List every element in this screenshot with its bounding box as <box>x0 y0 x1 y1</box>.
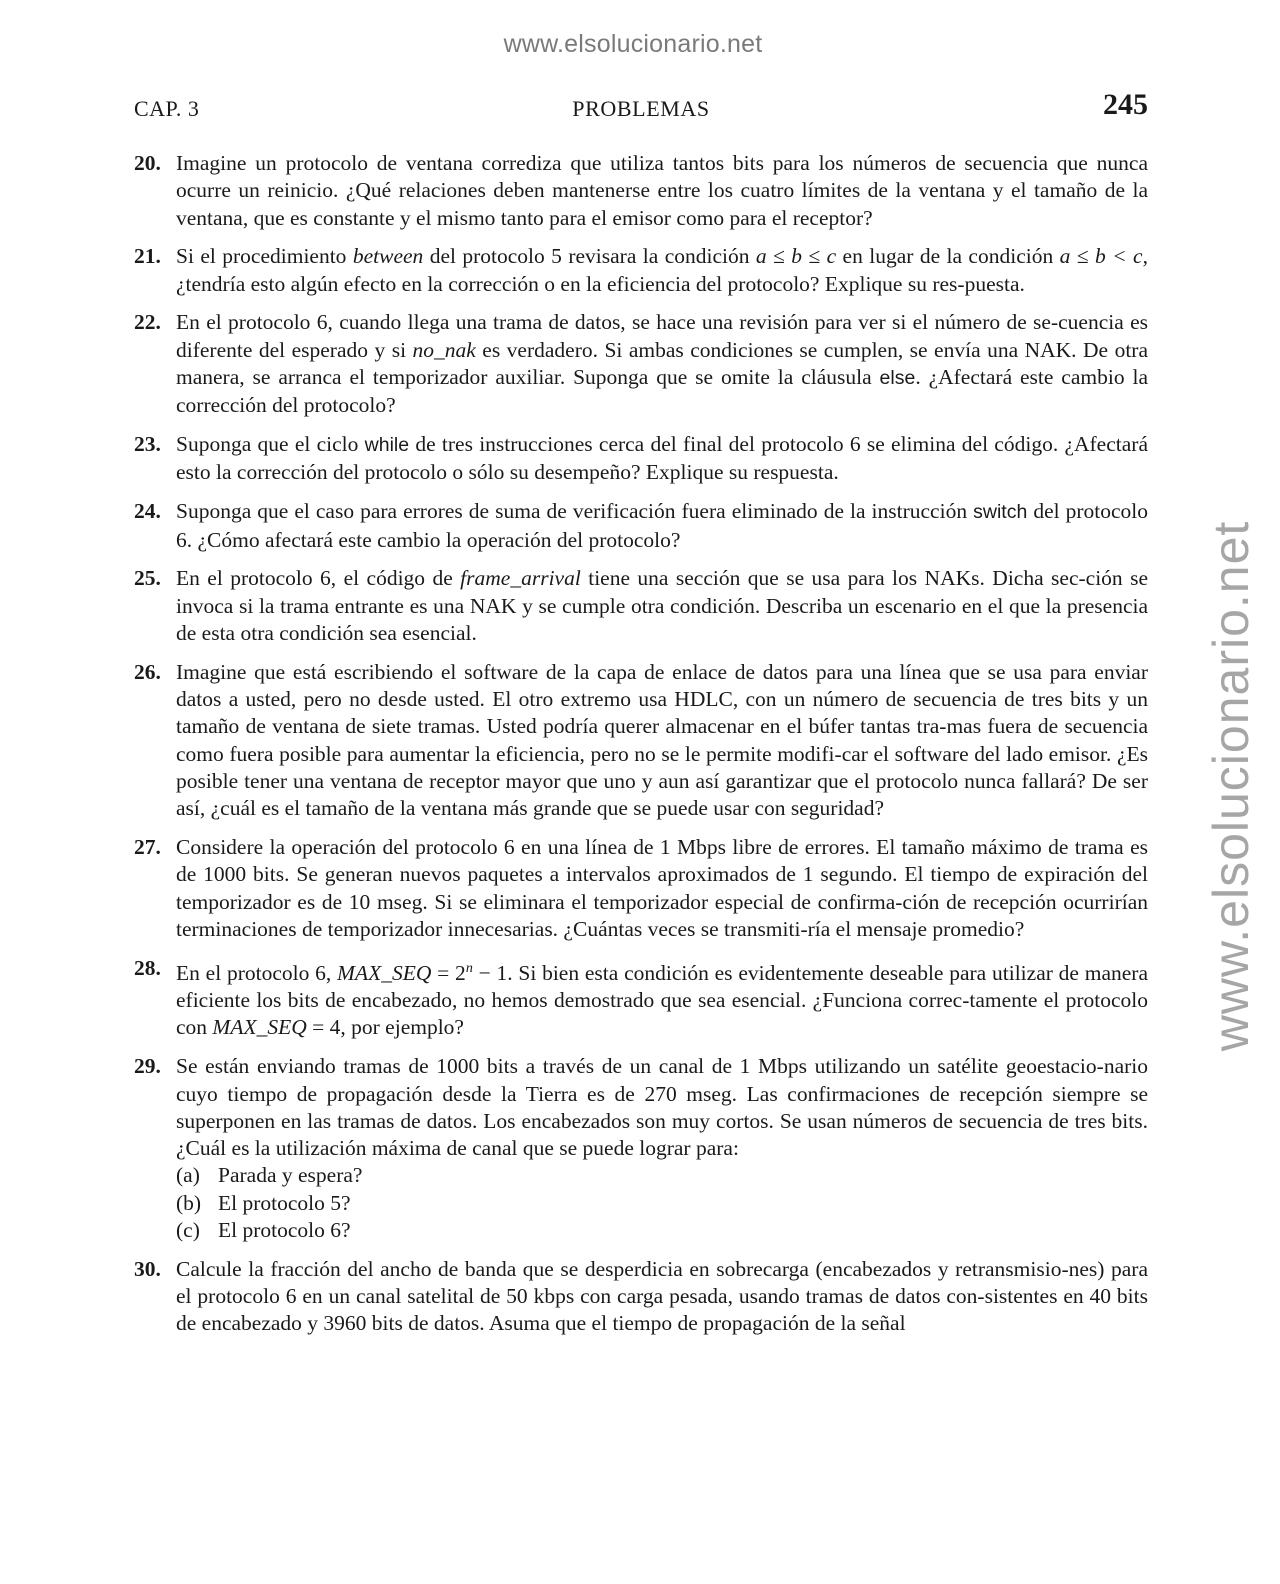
problem-number: 30. <box>134 1256 161 1281</box>
watermark-side: www.elsolucionario.net <box>1203 520 1259 1052</box>
problem-text <box>176 309 1148 419</box>
problem-text-segment: Suponga que el caso para errores de suma de verificación fuera eliminado de la instrucción <box>176 499 974 524</box>
problem-item <box>134 309 1148 419</box>
problem-text <box>176 243 1148 298</box>
problem-text-segment: del protocolo 5 revisara la condición <box>423 244 756 269</box>
page-number: 245 <box>1103 88 1148 121</box>
problem-text-segment: n <box>465 960 473 976</box>
problem-number: 26. <box>134 659 161 684</box>
problem-text-segment: Considere la operación del protocolo 6 en una línea de 1 Mbps libre de errores. El tamaño máximo de trama es de 1000 bits. Se generan nuevos paquetes a intervalos aproximados de 1 segundo. El tiempo de expiración del temporizador es de 10 mseg. Si se eliminara el temporizador especial de confirma-ción de recepción ocurrirían terminaciones de temporizador innecesarias. ¿Cuántas veces se transmiti-ría el mensaje promedio? <box>176 835 1148 941</box>
running-head <box>134 88 1148 124</box>
problem-text-segment: no_nak <box>412 337 476 362</box>
problem-item <box>134 498 1148 554</box>
problem-item <box>134 243 1148 298</box>
subitem <box>176 1162 1148 1189</box>
section-title: PROBLEMAS <box>572 96 710 121</box>
problem-text-segment: switch <box>973 501 1028 524</box>
problem-text-segment: − 1. Si bien esta condición es evidentemente deseable para utilizar de manera eficiente los bits de encabezado, no hemos demostrado que sea esencial. ¿Funciona correc-tamente el protocolo con <box>176 960 1148 1040</box>
subitem-label: (a) <box>176 1163 200 1188</box>
problem-list <box>134 150 1148 1349</box>
problem-text-segment: En el protocolo 6, cuando llega una trama de datos, se hace una revisión para ver si el número de se-cuencia es diferente del esperado y si <box>176 310 1148 362</box>
problem-text-segment: = 2 <box>431 960 466 985</box>
problem-text-segment: else <box>879 367 916 390</box>
subitem-label: (c) <box>176 1218 200 1243</box>
problem-item <box>134 955 1148 1042</box>
problem-number: 20. <box>134 151 161 175</box>
problem-item <box>134 1256 1148 1338</box>
problem-text <box>176 431 1148 487</box>
chapter-label: CAP. 3 <box>134 96 200 121</box>
subitem-text: Parada y espera? <box>218 1163 363 1188</box>
problem-text-segment: Imagine que está escribiendo el software de la capa de enlace de datos para una línea que se usa para enviar datos a usted, pero no desde usted. El otro extremo usa HDLC, con un número de secuencia de tres bits y un tamaño de ventana de siete tramas. Usted podría querer almacenar en el búfer tantas tra-mas fuera de secuencia como fuera posible para aumentar la eficiencia, pero no se le permite modifi-car el software del lado emisor. ¿Es posible tener una ventana de receptor mayor que uno y aun así garantizar que el protocolo nunca fallará? De ser así, ¿cuál es el tamaño de la ventana más grande que se puede usar con seguridad? <box>176 659 1148 821</box>
problem-text-segment: a ≤ b < c <box>1059 244 1143 269</box>
problem-text-segment: MAX_SEQ <box>337 960 432 985</box>
problem-text-segment: MAX_SEQ <box>212 1015 307 1040</box>
problem-text-segment: frame_arrival <box>460 566 581 591</box>
subitem-list <box>176 1162 1148 1244</box>
problem-number: 28. <box>134 955 161 980</box>
problem-number: 25. <box>134 566 161 591</box>
problem-item <box>134 565 1148 647</box>
problem-text <box>176 1256 1148 1338</box>
subitem <box>176 1217 1148 1244</box>
problem-text <box>176 1053 1148 1162</box>
problem-text-segment: , ¿tendría esto algún efecto en la corrección o en la eficiencia del protocolo? Explique su res-puesta. <box>176 244 1148 296</box>
problem-number: 27. <box>134 835 161 860</box>
problem-text-segment: Suponga que el ciclo <box>176 432 365 457</box>
problem-item <box>134 431 1148 487</box>
subitem-text: El protocolo 5? <box>218 1190 351 1215</box>
problem-text-segment: tiene una sección que se usa para los NAKs. Dicha sec-ción se invoca si la trama entrante es una NAK y se cumple otra condición. Describa un escenario en el que la presencia de esta otra condición sea esencial. <box>176 566 1149 645</box>
problem-text-segment: de tres instrucciones cerca del final del protocolo 6 se elimina del código. ¿Afectará esto la corrección del protocolo o sólo su desempeño? Explique su respuesta. <box>176 432 1148 485</box>
problem-item <box>134 1053 1148 1244</box>
subitem-label: (b) <box>176 1190 202 1215</box>
problem-text-segment: Calcule la fracción del ancho de banda que se desperdicia en sobrecarga (encabezados y retransmisio-nes) para el protocolo 6 en un canal satelital de 50 kbps con carga pesada, usando tramas de datos con-sistentes en 40 bits de encabezado y 3960 bits de datos. Asuma que el tiempo de propagación de la señal <box>176 1256 1148 1336</box>
problem-text-segment: En el protocolo 6, el código de <box>176 566 461 591</box>
problem-item <box>134 659 1148 823</box>
problem-number: 21. <box>134 244 161 269</box>
problem-text <box>176 498 1148 554</box>
problem-item <box>134 150 1148 232</box>
subitem-text: El protocolo 6? <box>218 1218 351 1243</box>
problem-text-segment: en lugar de la condición <box>836 244 1060 269</box>
problem-number: 29. <box>134 1054 161 1079</box>
problem-text-segment: En el protocolo 6, <box>176 960 338 985</box>
problem-text-segment: = 4, por ejemplo? <box>306 1015 464 1040</box>
problem-text-segment: . ¿Afectará este cambio la corrección del protocolo? <box>176 365 1148 418</box>
problem-number: 24. <box>134 499 161 524</box>
problem-text-segment: es verdadero. Si ambas condiciones se cumplen, se envía una NAK. De otra manera, se arranca el temporizador auxiliar. Suponga que se omite la cláusula <box>176 337 1148 390</box>
problem-number: 22. <box>134 310 161 335</box>
problem-text <box>176 150 1148 232</box>
problem-text-segment: Se están enviando tramas de 1000 bits a través de un canal de 1 Mbps utilizando un satélite geoestacio-nario cuyo tiempo de propagación desde la Tierra es de 270 mseg. Las confirmaciones de recepción siempre se superponen en las tramas de datos. Los encabezados son muy cortos. Se usan números de secuencia de tres bits. ¿Cuál es la utilización máxima de canal que se puede lograr para: <box>176 1054 1148 1161</box>
problem-text-segment: Imagine un protocolo de ventana corrediza que utiliza tantos bits para los números de secuencia que nunca ocurre un reinicio. ¿Qué relaciones deben mantenerse entre los cuatro límites de la ventana y el tamaño de la ventana, que es constante y el mismo tanto para el emisor como para el receptor? <box>176 151 1148 230</box>
problem-text <box>176 565 1148 647</box>
problem-text-segment: between <box>352 244 424 269</box>
subitem <box>176 1190 1148 1217</box>
problem-text-segment: del protocolo 6. ¿Cómo afectará este cambio la operación del protocolo? <box>176 499 1149 552</box>
problem-text-segment: a ≤ b ≤ c <box>755 244 837 269</box>
problem-text-segment: while <box>364 434 410 457</box>
problem-text-segment: Si el procedimiento <box>176 244 353 269</box>
problem-text <box>176 834 1148 943</box>
problem-number: 23. <box>134 432 161 457</box>
problem-item <box>134 834 1148 943</box>
problem-text <box>176 955 1148 1042</box>
problem-text <box>176 659 1148 823</box>
watermark-top: www.elsolucionario.net <box>503 30 763 58</box>
